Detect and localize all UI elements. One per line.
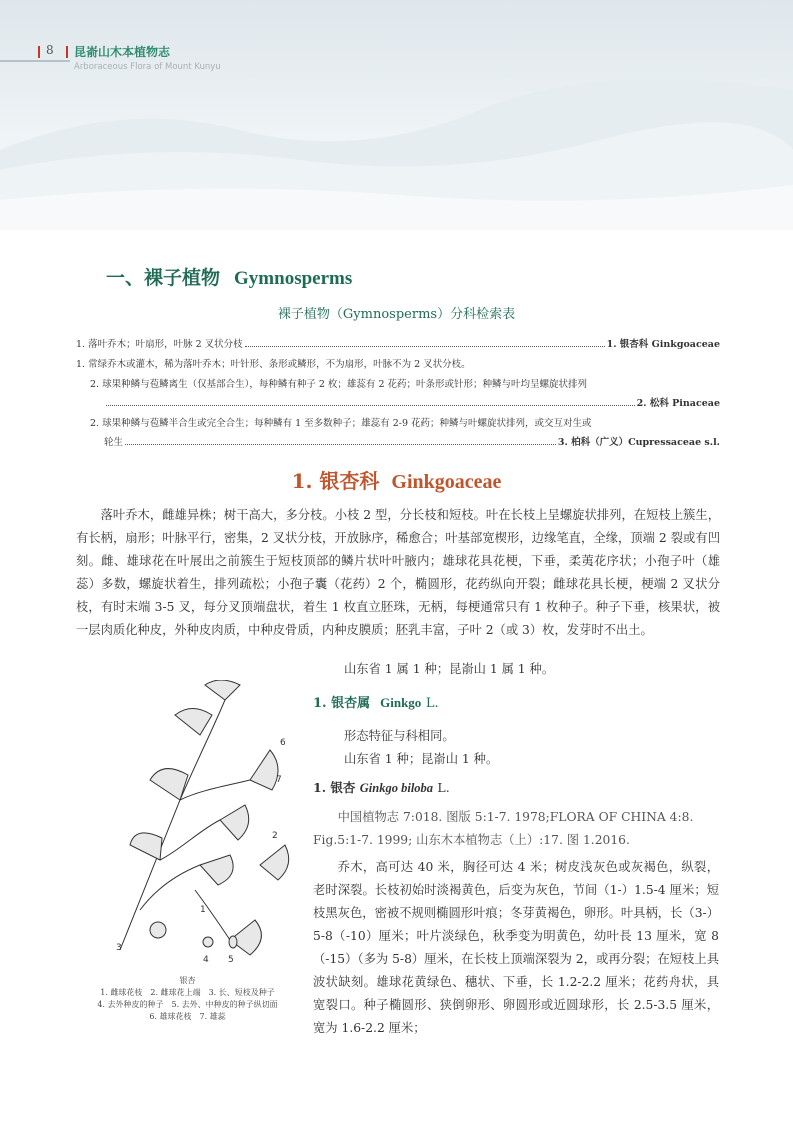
section-title-cn: 一、裸子植物 (106, 267, 221, 289)
species-number: 1. 银杏 (313, 780, 356, 795)
main-branch (120, 700, 225, 950)
family-title-en: Ginkgoaceae (391, 471, 502, 493)
key-line-3: 2. 球果种鳞与苞鳞离生（仅基部合生），每种鳞有种子 2 枚；雄蕊有 2 花药；叶条形或针形；种鳞与叶均呈螺旋状排列 (90, 379, 588, 390)
leader-dots (245, 346, 605, 347)
species-latin: Ginkgo biloba (359, 781, 434, 795)
family-title-cn: 1. 银杏科 (291, 469, 380, 493)
ginkgo-leaf (175, 709, 212, 736)
figure-caption-line: 4. 去外种皮的种子 5. 去外、中种皮的种子纵切面 (97, 1000, 278, 1009)
figure-label: 4 (203, 955, 209, 965)
genus-description: 形态特征与科相同。 (344, 729, 455, 743)
figure-caption-title: 银杏 (179, 976, 196, 985)
header-divider (38, 46, 40, 58)
mountain-background (0, 0, 793, 230)
side-branch (180, 780, 250, 800)
ginkgo-illustration (100, 680, 300, 965)
key-line-6-result: 3. 柏科（广义）Cupressaceae s.l. (557, 437, 720, 448)
ginkgo-leaf (220, 805, 249, 840)
key-line-1-result: 1. 银杏科 Ginkgoaceae (606, 339, 720, 350)
ginkgo-seed-detail (203, 937, 213, 947)
key-line-6-text: 轮生 (104, 437, 124, 448)
ginkgo-leaf (250, 750, 278, 790)
key-line-1-text: 1. 落叶乔木；叶扇形，叶脉 2 叉状分枝 (76, 339, 243, 350)
figure-caption (70, 975, 305, 1023)
figure-caption-line: 1. 雌球花枝 2. 雌球花上端 3. 长、短枝及种子 (100, 988, 275, 997)
ginkgo-seed (150, 922, 166, 938)
figure-label: 6 (280, 738, 286, 748)
family-distribution: 山东省 1 属 1 种；昆嵛山 1 属 1 种。 (344, 662, 555, 676)
leader-dots (106, 405, 635, 406)
section-title (106, 263, 352, 290)
figure-caption-line: 6. 雄球花枝 7. 雄蕊 (149, 1012, 226, 1021)
key-title: 裸子植物（Gymnosperms）分科检索表 (277, 307, 516, 322)
book-title: 昆嵛山木本植物志 (74, 45, 171, 59)
ginkgo-leaf (205, 680, 240, 700)
key-line-5: 2. 球果种鳞与苞鳞半合生或完全合生；每种鳞有 1 至多数种子；雄蕊有 2-9 花药；种鳞与叶螺旋状排列，或交互对生或 (90, 418, 592, 429)
species-title (313, 778, 450, 796)
ginkgo-drawing (100, 680, 300, 965)
family-description: 落叶乔木，雌雄异株；树干高大，多分枝。小枝 2 型，分长枝和短枝。叶在长枝上呈螺旋状排列，在短枝上簇生，有长柄，扇形；叶脉平行，密集，2 叉状分枝，开放脉序，稀愈合；叶基部宽楔形，边缘笔直，全缘，顶端 2 裂或有凹刻。雌、雄球花在叶展出之前簇生于短枝顶部的鳞片状叶叶腋内；雄球花具花梗，下垂，柔荑花序状；小孢子叶（雄蕊）多数，螺旋状着生，排列疏松；小孢子囊（花药）2 个，椭圆形，花药纵向开裂；雌球花具长梗，梗端 2 叉状分枝，有时末端 3-5 叉，每分叉顶端盘状，着生 1 枚直立胚珠，无柄，每梗通常只有 1 枚种子。种子下垂，核果状，被一层肉质化种皮，外种皮肉质，中种皮骨质，内种皮膜质；胚乳丰富，子叶 2（或 3）枚，发芽时不出土。 (76, 508, 720, 637)
ginkgo-seed-section (229, 936, 237, 948)
key-line-1 (76, 336, 720, 350)
key-line-4-result: 2. 松科 Pinaceae (636, 398, 720, 409)
ginkgo-leaf (130, 833, 162, 860)
family-title (0, 465, 793, 494)
side-branch (195, 890, 230, 940)
leader-dots (125, 444, 556, 445)
page-number: 8 (46, 43, 54, 57)
species-description: 乔木，高可达 40 米，胸径可达 4 米；树皮浅灰色或灰褐色，纵裂，老时深裂。长枝初始时淡褐黄色，后变为灰色，节间（1-）1.5-4 厘米；短枝黑灰色，密被不规则椭圆形叶痕；冬芽黄褐色，卵形。叶具柄，长（3-）5-8（-10）厘米；叶片淡绿色，秋季变为明黄色，幼叶長 13 厘米，宽 8（-15）（多为 5-8）厘米，在长枝上顶端深裂为 2，或再分裂；在短枝上具波状缺刻。雄球花黄绿色、穗状、下垂，长 1.2-2.2 厘米；花药舟状，具宽裂口。种子椭圆形、狭倒卵形、卵圆形或近圆球形，长 2.5-3.5 厘米，宽为 1.6-2.2 厘米； (313, 860, 719, 1035)
header-divider-2 (66, 46, 68, 58)
key-line-6 (104, 434, 720, 448)
genus-title-en: Ginkgo (380, 695, 422, 710)
genus-author: L. (425, 696, 439, 711)
species-references: 中国植物志 7:018. 图版 5:1-7. 1978;FLORA OF CHINA 4:8. Fig.5:1-7. 1999; 山东木本植物志（上）:17. 图 1.2016. (313, 810, 694, 847)
side-branch (140, 865, 200, 910)
genus-title (313, 692, 439, 711)
key-line-4 (104, 395, 720, 409)
section-title-en: Gymnosperms (234, 268, 353, 289)
ginkgo-leaf (260, 845, 289, 880)
header-banner (0, 0, 793, 230)
key-line-2: 1. 常绿乔木或灌木，稀为落叶乔木；叶针形、条形或鳞形，不为扇形，叶脉不为 2 叉状分枝。 (76, 359, 471, 370)
figure-label: 5 (228, 955, 234, 965)
figure-label: 2 (272, 831, 278, 841)
genus-title-cn: 1. 银杏属 (313, 696, 371, 711)
header-rule (0, 60, 70, 62)
side-branch (160, 820, 220, 860)
species-author: L. (437, 780, 450, 795)
figure-label: 1 (200, 905, 206, 915)
ginkgo-leaf (200, 855, 233, 885)
book-subtitle: Arboraceous Flora of Mount Kunyu (74, 62, 221, 72)
genus-distribution: 山东省 1 种；昆嵛山 1 种。 (344, 752, 499, 766)
figure-label: 7 (276, 775, 282, 785)
figure-label: 3 (116, 943, 122, 953)
